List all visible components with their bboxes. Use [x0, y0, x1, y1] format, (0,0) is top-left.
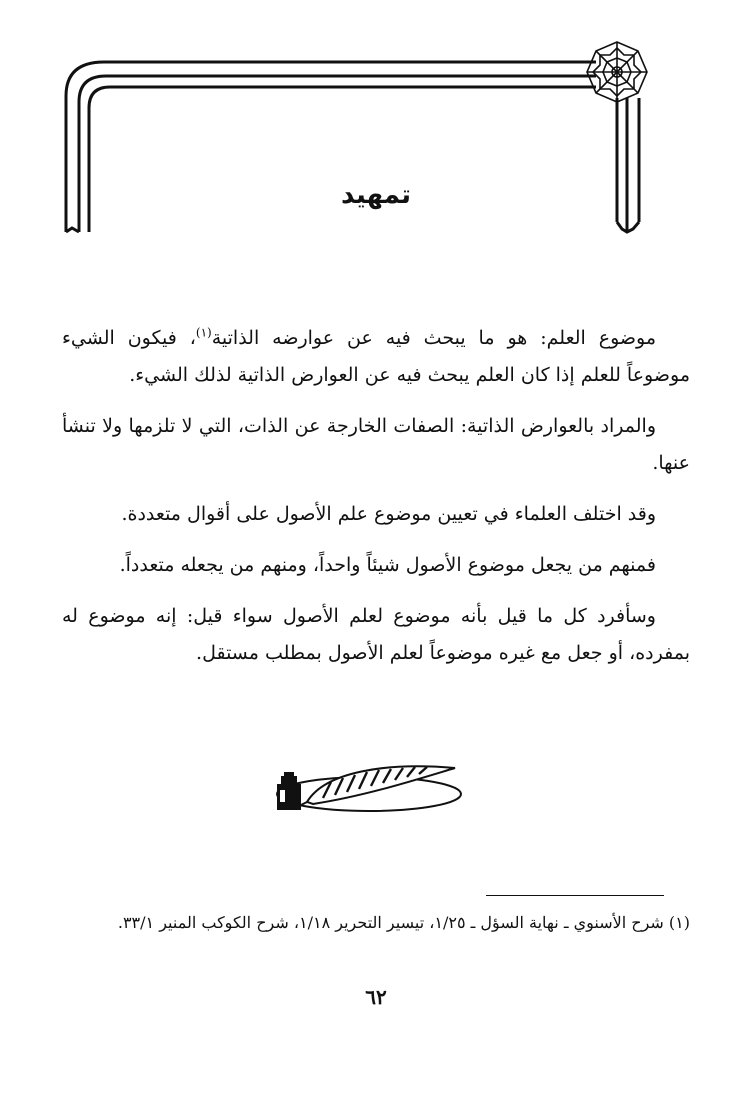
paragraph-text: موضوع العلم: هو ما يبحث فيه عن عوارضه الذاتية: [211, 327, 657, 349]
paragraph: [62, 320, 690, 394]
paragraph: والمراد بالعوارض الذاتية: الصفات الخارجة عن الذات، التي لا تلزمها ولا تنشأ عنها.: [62, 415, 690, 474]
footnotes: [62, 906, 690, 940]
chapter-title: تمهيد: [341, 180, 411, 210]
paragraph-text: ، فيكون الشيء موضوعاً للعلم إذا كان العلم يبحث فيه عن العوارض الذاتية لذلك الشيء.: [62, 327, 690, 386]
page-number: ٦٢: [365, 985, 387, 1009]
body-text: [62, 320, 690, 686]
quill-and-inkwell-icon: [265, 758, 465, 816]
paragraph: وقد اختلف العلماء في تعيين موضوع علم الأصول على أقوال متعددة.: [121, 503, 656, 525]
footnote-separator: [486, 895, 664, 896]
paragraph: فمنهم من يجعل موضوع الأصول شيئاً واحداً، ومنهم من يجعله متعدداً.: [119, 554, 656, 576]
footnote-reference: (١): [195, 325, 212, 340]
decorative-frame: [0, 0, 752, 250]
footnote: (١) شرح الأسنوي ـ نهاية السؤل ـ ١/٢٥، تيسير التحرير ١/١٨، شرح الكوكب المنير ٣٣/١.: [117, 913, 690, 932]
paragraph: وسأفرد كل ما قيل بأنه موضوع لعلم الأصول سواء قيل: إنه موضوع له بمفرده، أو جعل مع غيره موضوعاً لعلم الأصول بمطلب مستقل.: [62, 605, 690, 664]
star-ornament-icon: [587, 42, 647, 102]
